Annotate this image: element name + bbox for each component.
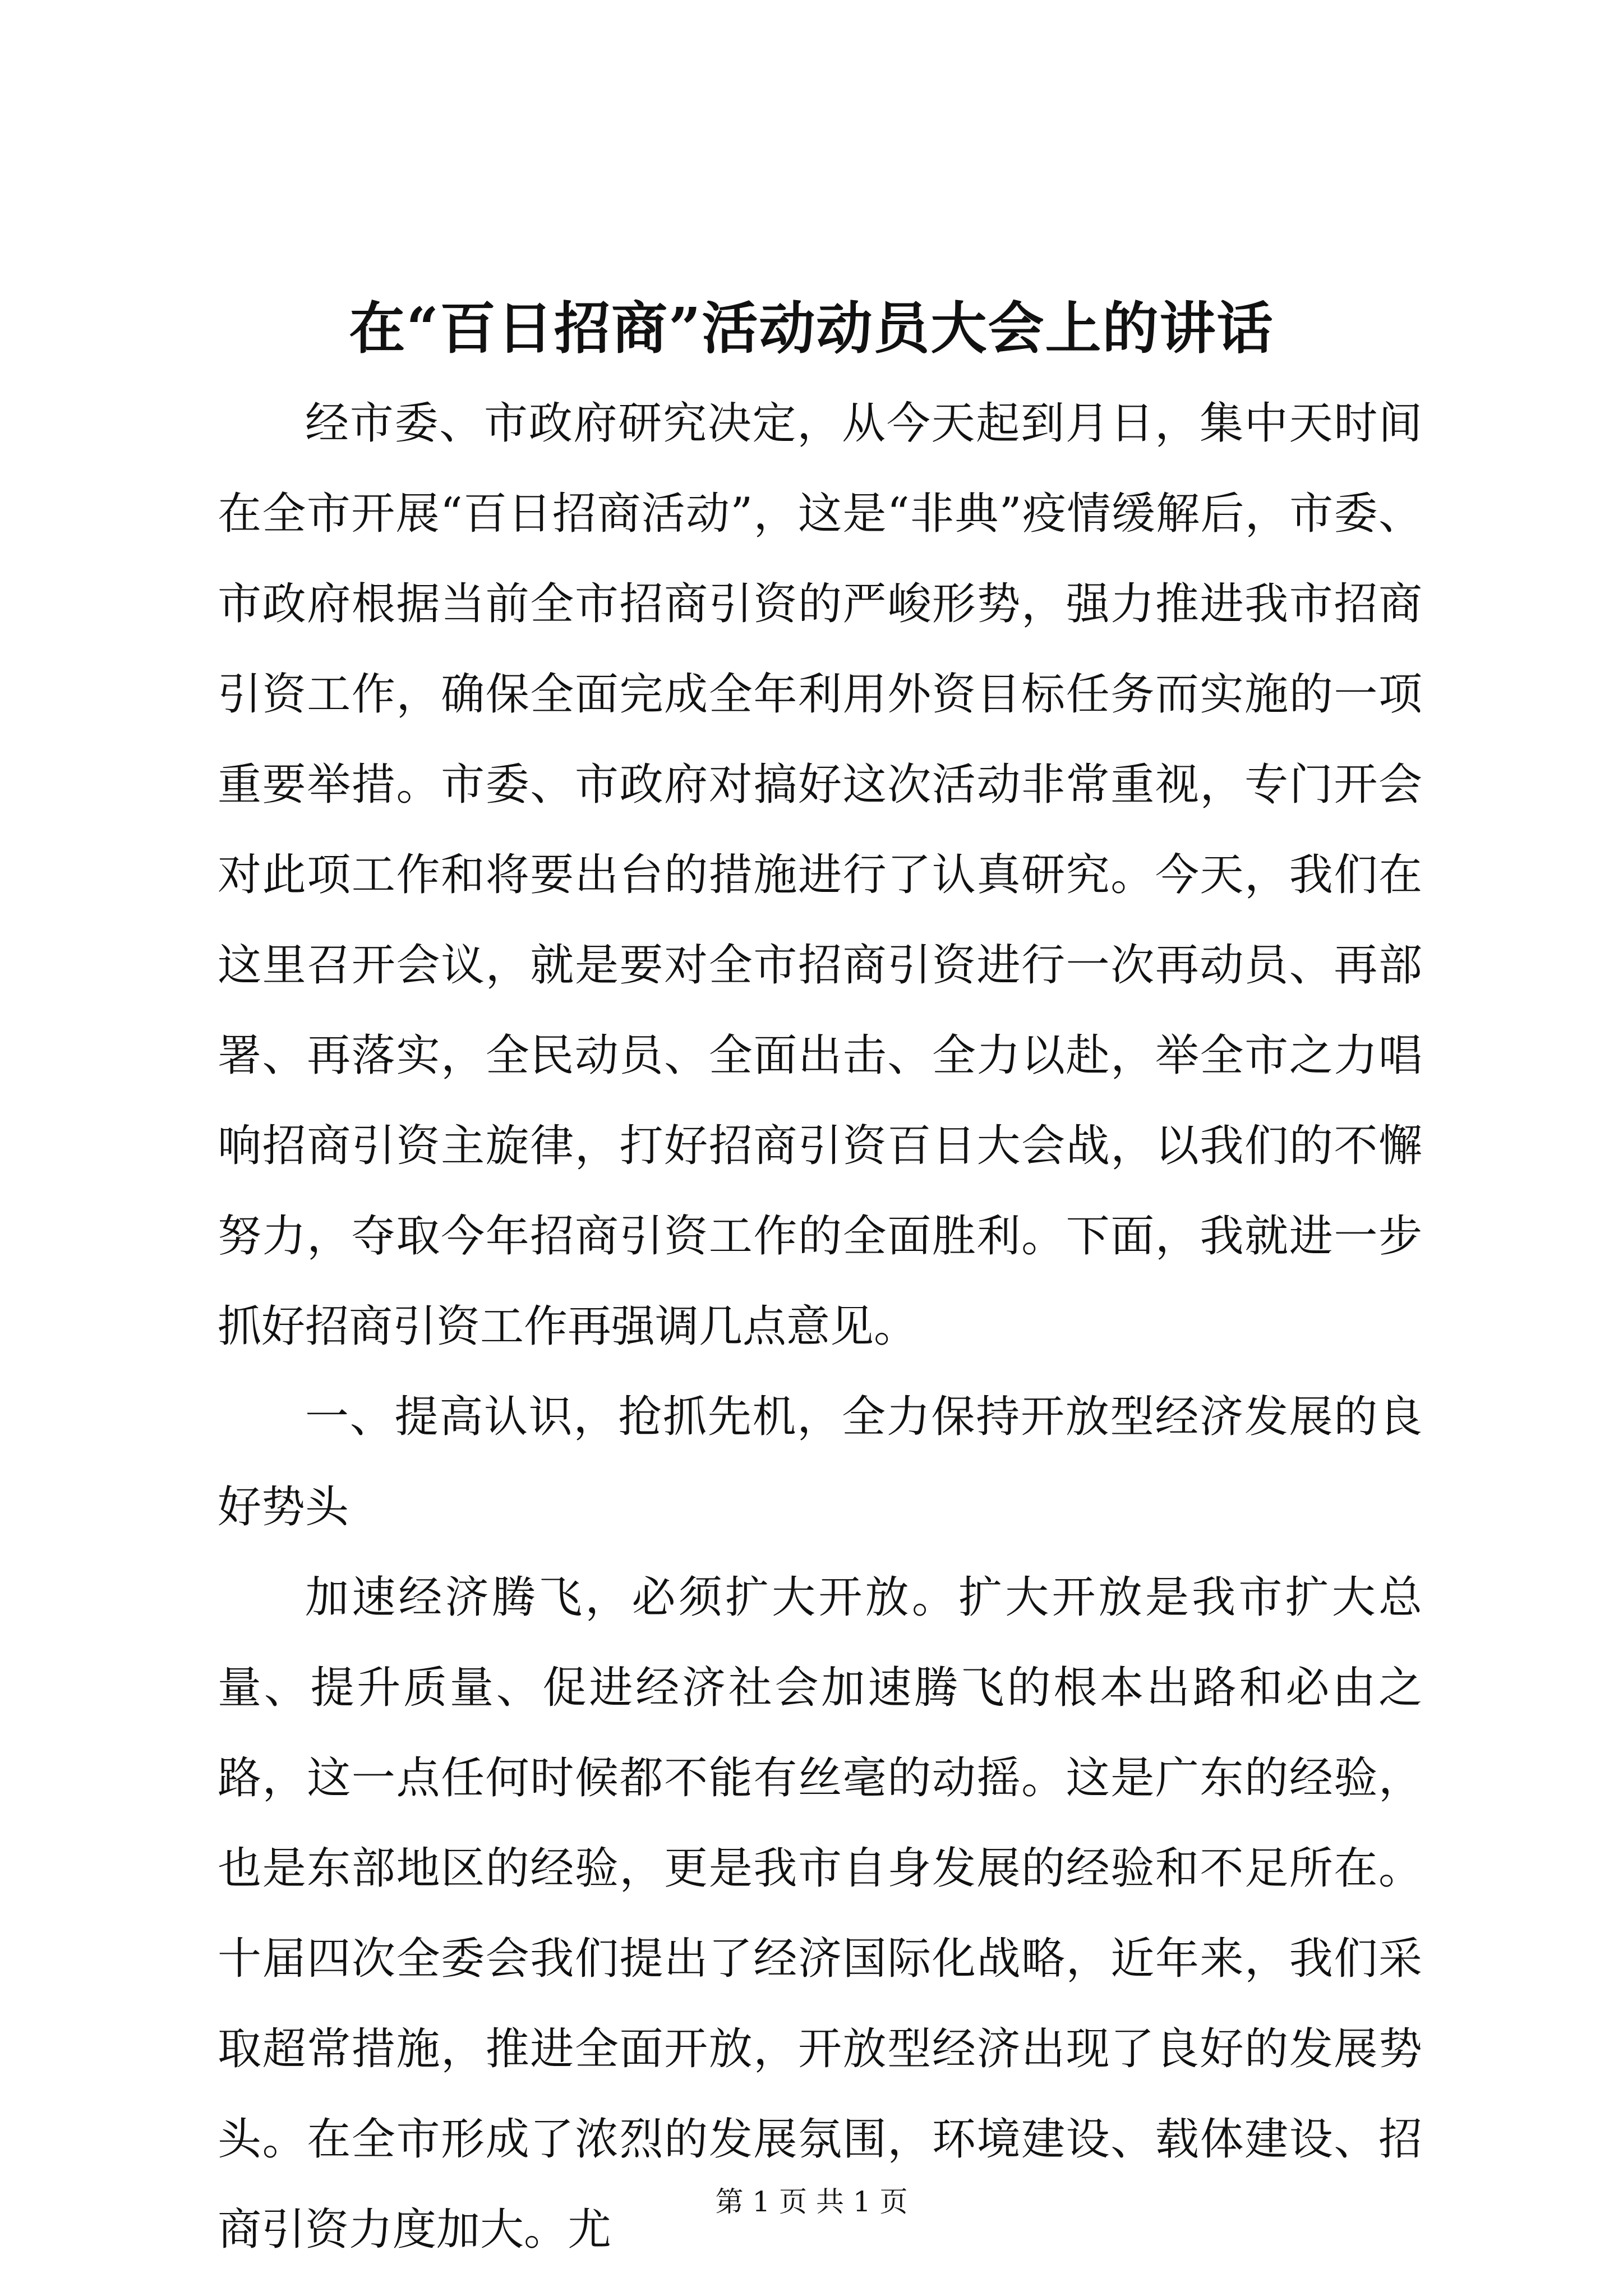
- page-number-footer: 第 1 页 共 1 页: [715, 2185, 908, 2218]
- document-title: 在“百日招商”活动动员大会上的讲话: [349, 295, 1274, 361]
- document-body: [218, 379, 1422, 2275]
- section-heading-1: 一、提高认识，抢抓先机，全力保持开放型经济发展的良好势头: [218, 1392, 1422, 1533]
- paragraph-intro: 经市委、市政府研究决定，从今天起到月日，集中天时间在全市开展“百日招商活动”，这是“非典”疫情缓解后，市委、市政府根据当前全市招商引资的严峻形势，强力推进我市招商引资工作，确保全面完成全年利用外资目标任务而实施的一项重要举措。市委、市政府对搞好这次活动非常重视，专门开会对此项工作和将要出台的措施进行了认真研究。今天，我们在这里召开会议，就是要对全市招商引资进行一次再动员、再部署、再落实，全民动员、全面出击、全力以赴，举全市之力唱响招商引资主旋律，打好招商引资百日大会战，以我们的不懈努力，夺取今年招商引资工作的全面胜利。下面，我就进一步抓好招商引资工作再强调几点意见。: [218, 398, 1422, 1352]
- paragraph-section-1: 加速经济腾飞，必须扩大开放。扩大开放是我市扩大总量、提升质量、促进经济社会加速腾飞的根本出路和必由之路，这一点任何时候都不能有丝毫的动摇。这是广东的经验，也是东部地区的经验，更是我市自身发展的经验和不足所在。十届四次全委会我们提出了经济国际化战略，近年来，我们采取超常措施，推进全面开放，开放型经济出现了良好的发展势头。在全市形成了浓烈的发展氛围，环境建设、载体建设、招商引资力度加大。尤: [218, 1572, 1422, 2255]
